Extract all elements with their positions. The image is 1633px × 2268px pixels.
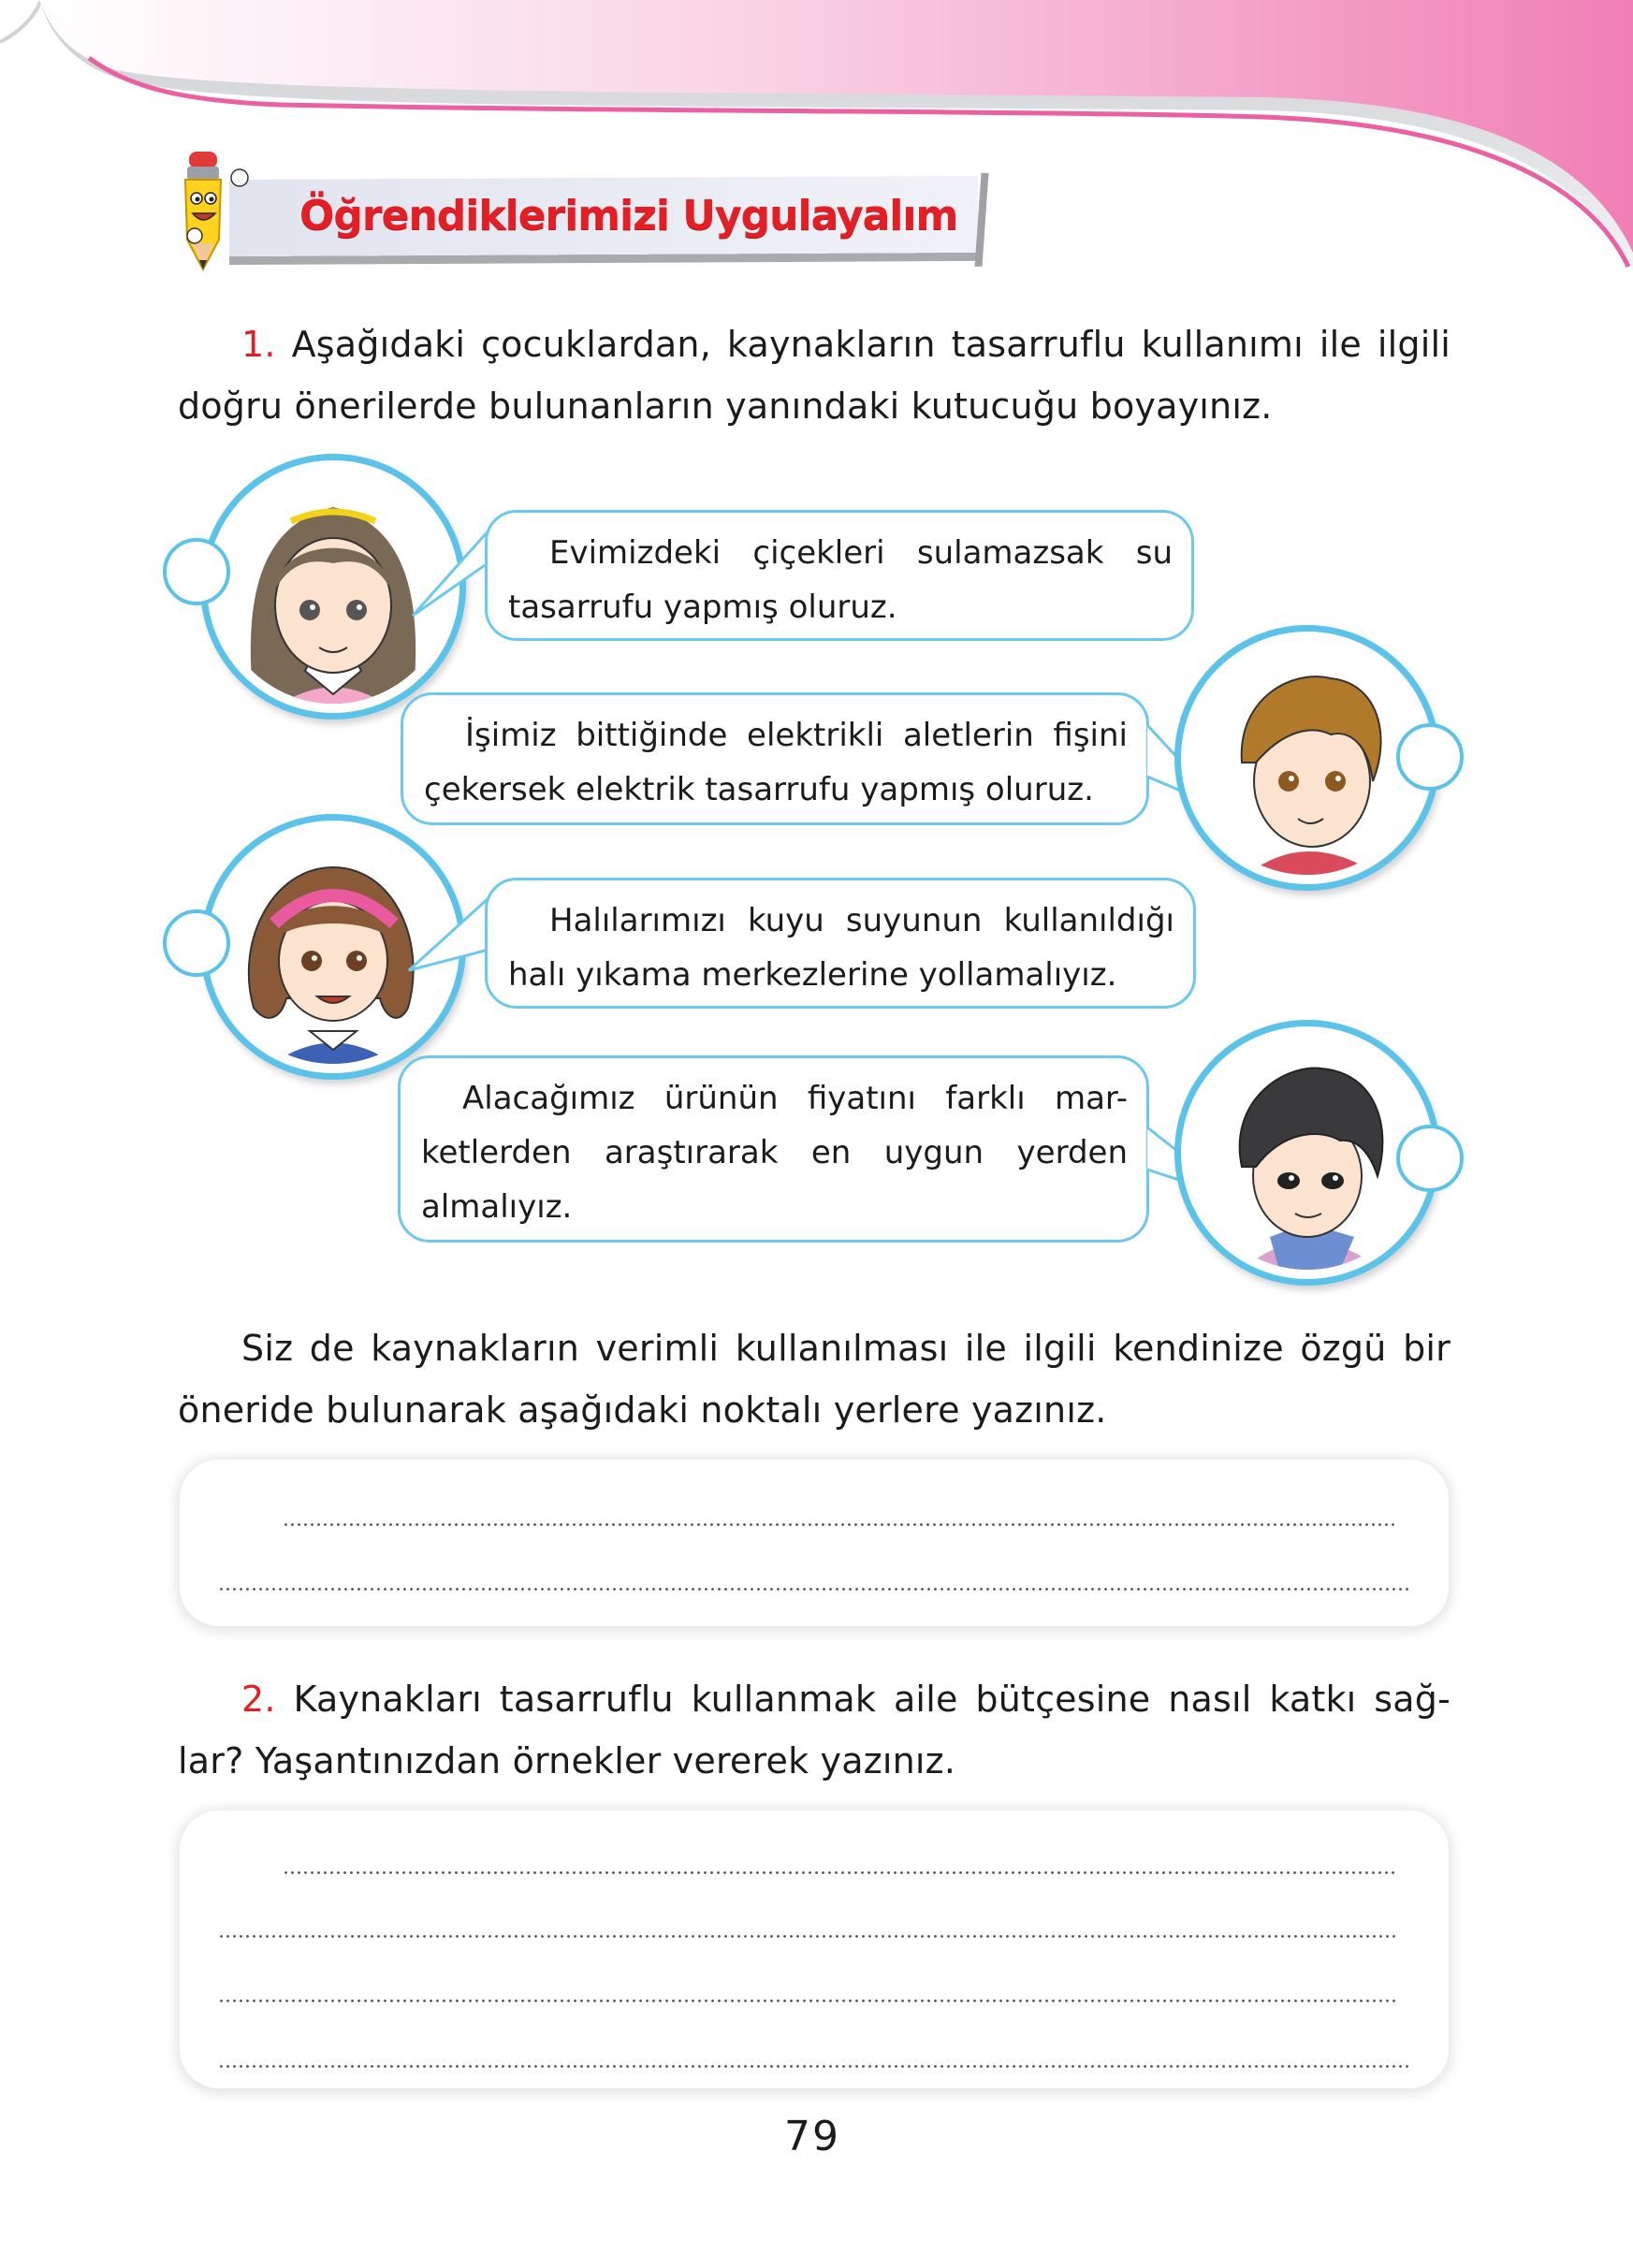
answer-line[interactable]: [218, 2065, 1410, 2068]
pencil-mascot-icon: [168, 150, 253, 271]
question-number: 2.: [241, 1679, 276, 1720]
question-1: [178, 313, 1451, 437]
prompt-own-suggestion: Siz de kaynakların verimli kullanılması ile ilgili kendinize özgü bir öneride bulunarak aşağıdaki noktalı yerlere yazınız.: [178, 1328, 1451, 1431]
speech-bubble-2: İşimiz bittiğinde elektrikli aletlerin fişini çekersek elektrik tasarrufu yapmış oluruz.: [401, 692, 1149, 825]
answer-line[interactable]: [218, 1588, 1410, 1591]
question-number: 1.: [241, 324, 276, 365]
answer-box-1[interactable]: [180, 1460, 1449, 1626]
checkbox-statement-3[interactable]: [163, 909, 230, 977]
speech-bubble-4: Alacağımız ürünün fiyatını farklı mar-ketlerden araştırarak en uygun yerden almalıyız.: [398, 1055, 1149, 1243]
question-text: Kaynakları tasarruflu kullanmak aile bütçesine nasıl katkı sağ-lar? Yaşantınızdan örnekler vererek yazınız.: [178, 1679, 1451, 1781]
page-number: 79: [784, 2113, 840, 2160]
question-text: Aşağıdaki çocuklardan, kaynakların tasarruflu kullanımı ile ilgili doğru önerilerde bulunanların yanındaki kutucuğu boyayınız.: [178, 324, 1451, 427]
bubble-tail: [408, 524, 492, 627]
checkbox-statement-1[interactable]: [163, 538, 230, 605]
answer-line[interactable]: [218, 1999, 1396, 2002]
checkbox-statement-2[interactable]: [1396, 723, 1464, 791]
answer-box-2[interactable]: [180, 1810, 1449, 2088]
bubble-tail: [404, 894, 490, 987]
checkbox-statement-4[interactable]: [1396, 1125, 1464, 1192]
question-2: [178, 1668, 1451, 1792]
answer-line[interactable]: [218, 1935, 1396, 1938]
answer-line[interactable]: [283, 1871, 1396, 1874]
section-title: Öğrendiklerimizi Uygulayalım: [299, 192, 958, 240]
speech-bubble-1: Evimizdeki çiçekleri sulamazsak su tasarrufu yapmış oluruz.: [485, 510, 1194, 641]
speech-bubble-3: Halılarımızı kuyu suyunun kullanıldığı halı yıkama merkezlerine yollamalıyız.: [485, 878, 1196, 1009]
answer-line[interactable]: [283, 1523, 1396, 1526]
